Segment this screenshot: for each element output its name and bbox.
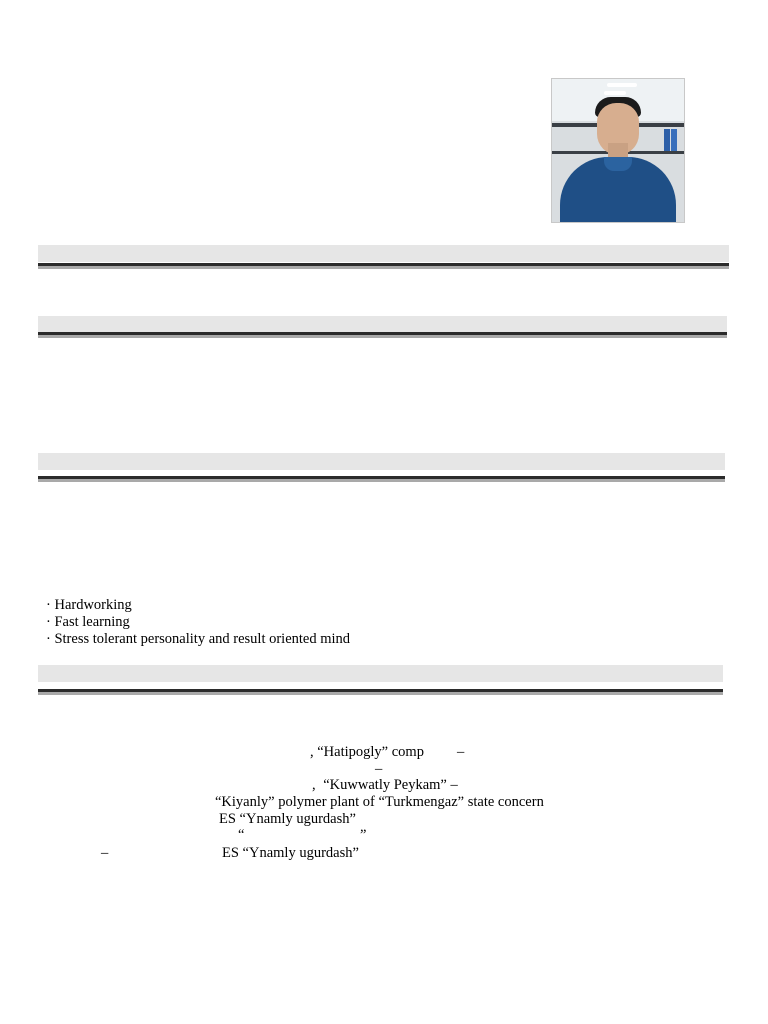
photo-binder [664,129,670,151]
dash: – [101,845,109,861]
skill-item [46,631,350,648]
section-divider-shadow [38,479,725,482]
photo-binder [671,129,677,151]
open-quote: “ [238,827,245,843]
section-header-bar [38,316,727,333]
company-name: ES “Ynamly ugurdash” [219,811,356,827]
skill-text: Hardworking [54,597,132,613]
company-name: “Kuwwatly Peykam” – [323,777,458,793]
comma: , [310,744,314,760]
section-header-bar [38,453,725,470]
skill-text: Fast learning [54,614,130,630]
bullet: · [46,614,51,630]
section-divider-shadow [38,266,729,269]
photo-collar [604,157,632,171]
dash: – [375,761,383,777]
skill-item [46,597,350,614]
section-divider-shadow [38,692,723,695]
section-header-bar [38,245,729,262]
skills-list [46,597,350,648]
section-header-bar [38,665,723,682]
skill-item [46,614,350,631]
company-name: ES “Ynamly ugurdash” [222,845,359,861]
company-name: “Hatipogly” comp [317,744,424,760]
dash: – [457,744,465,760]
skill-text: Stress tolerant personality and result oriented mind [54,631,351,647]
photo-ceiling-light [604,91,626,95]
comma: , [312,777,316,793]
close-quote: ” [360,827,367,843]
photo-ceiling-light [607,83,637,87]
section-divider-shadow [38,335,727,338]
profile-photo [551,78,685,223]
company-name: “Kiyanly” polymer plant of “Turkmengaz” state concern [215,794,544,810]
experience-line-1 [310,744,424,761]
bullet: · [46,597,51,613]
bullet: · [46,631,51,647]
experience-line-3 [312,777,458,794]
